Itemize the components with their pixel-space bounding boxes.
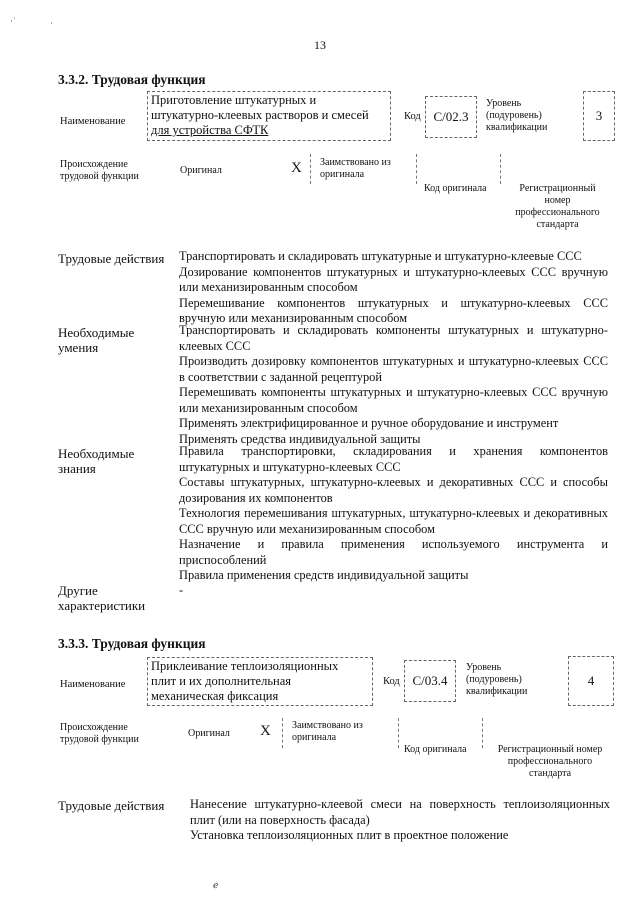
row-label-knowledge: Необходимые знания: [58, 446, 135, 476]
row-content-actions: [179, 249, 608, 327]
code-label: Код: [404, 111, 421, 122]
list-item: Дозирование компонентов штукатурных и штукатурно-клеевых ССС вручную или механизированным способом: [179, 264, 608, 294]
row-label-actions: Трудовые действия: [58, 251, 165, 266]
level-label: Уровень (подуровень) квалификации: [486, 98, 548, 133]
code-box: [404, 660, 456, 702]
list-item: Применять средства индивидуальной защиты: [179, 431, 421, 446]
divider: [282, 718, 283, 748]
level-box: [568, 656, 614, 706]
divider: [500, 154, 501, 184]
function-name-line: Приготовление штукатурных и: [151, 93, 317, 107]
list-item: Транспортировать и складировать компоненты штукатурных и штукатурно-клеевых ССС: [179, 323, 608, 353]
code-value: С/02.3: [433, 109, 469, 124]
list-item: Производить дозировку компонентов штукатурных и штукатурно-клеевых ССС в соответствии с заданной рецептурой: [179, 354, 608, 384]
page-number: 13: [314, 38, 326, 52]
list-item: Перемешивать компоненты штукатурных и штукатурно-клеевых ССС вручную или механизированным способом: [179, 385, 608, 415]
scan-mark: ·ˈ: [10, 16, 16, 26]
list-item: -: [179, 583, 184, 597]
divider: [398, 718, 399, 748]
origin-label: Происхождение трудовой функции: [60, 159, 139, 182]
original-label: Оригинал: [180, 165, 222, 176]
function-name-box: [147, 91, 391, 141]
list-item: Транспортировать и складировать штукатурные и штукатурно-клеевые ССС: [179, 249, 582, 263]
code-original-label: Код оригинала: [424, 183, 487, 194]
section-title: 3.3.3. Трудовая функция: [58, 636, 206, 651]
function-name-line: плит и их дополнительная: [151, 674, 292, 688]
row-label-other: Другие характеристики: [58, 583, 146, 613]
name-label: Наименование: [60, 679, 126, 690]
function-name-box: [147, 657, 373, 706]
function-name-line: Приклеивание теплоизоляционных: [151, 659, 339, 673]
divider: [482, 718, 483, 748]
scan-mark: ℯ: [213, 880, 219, 890]
code-box: [425, 96, 477, 138]
list-item: Составы штукатурных, штукатурно-клеевых и декоративных ССС и способы дозирования их компонентов: [179, 475, 608, 505]
name-label: Наименование: [60, 116, 126, 127]
level-value: 4: [587, 673, 595, 688]
function-name-line: для устройства СФТК: [151, 123, 269, 137]
origin-label: Происхождение трудовой функции: [60, 722, 139, 745]
list-item: Правила применения средств индивидуальной защиты: [179, 568, 469, 582]
code-label: Код: [383, 676, 400, 687]
list-item: Перемешивание компонентов штукатурных и штукатурно-клеевых ССС вручную или механизированным способом: [179, 295, 608, 325]
list-item: Технология перемешивания штукатурных, штукатурно-клеевых и декоративных ССС вручную или механизированным способом: [179, 506, 608, 536]
borrowed-label: Заимствовано из оригинала: [320, 157, 391, 180]
level-label: Уровень (подуровень) квалификации: [466, 662, 528, 697]
row-content-skills: [179, 323, 608, 447]
divider: [310, 154, 311, 184]
reg-number-label: Регистрационный номер профессионального стандарта: [497, 744, 603, 779]
row-content-knowledge: [179, 444, 608, 584]
list-item: Правила транспортировки, складирования и хранения компонентов штукатурных и штукатурно-клеевых ССС: [179, 444, 608, 474]
list-item: Применять электрифицированное и ручное оборудование и инструмент: [179, 416, 559, 430]
row-content-actions: [190, 797, 610, 844]
scan-mark: ˌ: [50, 14, 53, 24]
original-label: Оригинал: [188, 728, 230, 739]
divider: [416, 154, 417, 184]
code-original-label: Код оригинала: [404, 744, 467, 755]
row-content-other: [179, 583, 183, 599]
original-mark: X: [260, 723, 271, 739]
borrowed-label: Заимствовано из оригинала: [292, 720, 363, 743]
list-item: Назначение и правила применения используемого инструмента и приспособлений: [179, 537, 608, 567]
function-name-line: механическая фиксация: [151, 689, 279, 703]
function-name-line: штукатурно-клеевых растворов и смесей: [151, 108, 369, 122]
list-item: Установка теплоизоляционных плит в проектное положение: [190, 828, 509, 842]
section-title: 3.3.2. Трудовая функция: [58, 72, 206, 87]
code-value: С/03.4: [412, 673, 448, 688]
row-label-actions: Трудовые действия: [58, 798, 165, 813]
reg-number-label: Регистрационный номер профессионального стандарта: [515, 183, 600, 230]
row-label-skills: Необходимые умения: [58, 325, 135, 355]
list-item: Нанесение штукатурно-клеевой смеси на поверхность теплоизоляционных плит (или на поверхность фасада): [190, 797, 610, 827]
original-mark: X: [291, 160, 302, 176]
level-value: 3: [595, 108, 603, 123]
level-box: [583, 91, 615, 141]
